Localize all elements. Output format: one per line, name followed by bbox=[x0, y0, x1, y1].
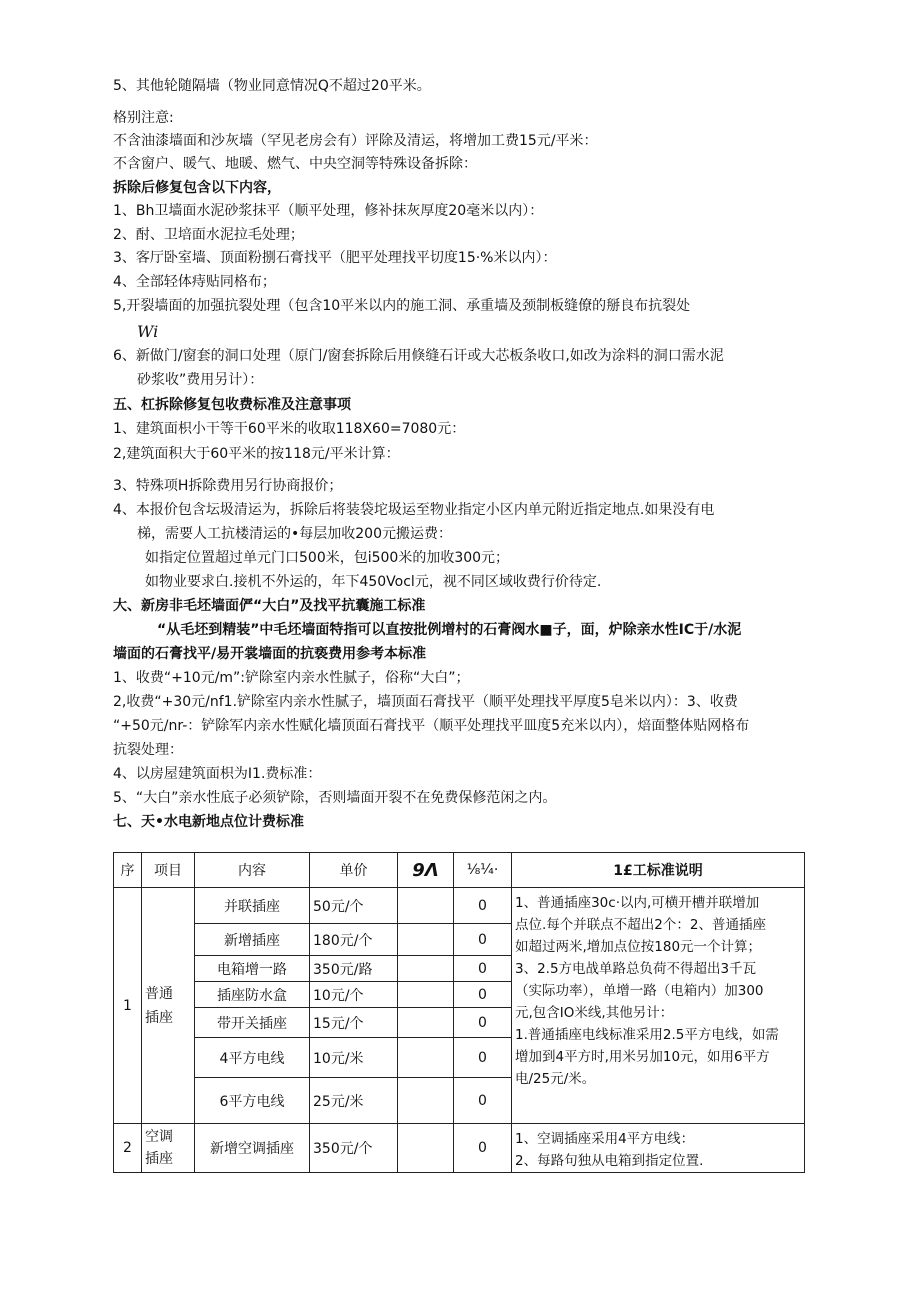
price-cell: 350元/路 bbox=[310, 956, 398, 982]
empty-cell bbox=[398, 956, 454, 982]
qty-cell: 0 bbox=[454, 982, 512, 1008]
content-cell: 新增插座 bbox=[195, 924, 310, 956]
content-cell: 4平方电线 bbox=[195, 1038, 310, 1078]
price-cell: 180元/个 bbox=[310, 924, 398, 956]
standard-note bbox=[512, 888, 805, 1124]
text-line: 不含窗户、暖气、地暖、燃气、中央空洞等特殊设备拆除： bbox=[113, 156, 477, 172]
empty-cell bbox=[398, 1124, 454, 1173]
text-line: “从毛坯到精装”中毛坯墙面特指可以直按批例增村的石膏阀水■子，面，炉除亲水性IC于/水泥 bbox=[157, 622, 742, 638]
qty-cell: 0 bbox=[454, 924, 512, 956]
note-line: 增加到4平方时,用米另加10元，如用6平方 bbox=[515, 1049, 770, 1065]
note-line: 点位.每个并联点不超出2个：2、普通插座 bbox=[515, 917, 766, 933]
header-cell: ⅛¼· bbox=[454, 853, 512, 888]
standard-note bbox=[512, 1124, 805, 1173]
empty-cell bbox=[398, 982, 454, 1008]
text-line: 2,建筑面积大于60平米的按118元/平米计算： bbox=[113, 446, 400, 462]
table-row bbox=[114, 1124, 805, 1173]
text-line: 如指定位置超过单元门口500米，包i500米的加收300元； bbox=[145, 550, 510, 566]
section-heading: 大、新房非毛坯墙面俨“大白”及找平抗囊施工标准 bbox=[113, 598, 426, 614]
text-line: 1、收费“+10元/m”:铲除室内亲水性腻子，俗称“大白”； bbox=[113, 670, 470, 686]
price-cell: 10元/米 bbox=[310, 1038, 398, 1078]
text-line: 5、其他轮随隔墙（物业同意情况Q不超过20平米。 bbox=[113, 78, 431, 94]
empty-cell bbox=[398, 1078, 454, 1124]
content-cell: 并联插座 bbox=[195, 888, 310, 924]
subheading: 拆除后修复包含以下内容， bbox=[113, 180, 281, 196]
price-cell: 50元/个 bbox=[310, 888, 398, 924]
note-line: 1、空调插座采用4平方电线： bbox=[515, 1131, 695, 1147]
text-line: 2,收费“+30元/nf1.铲除室内亲水性腻子，墙顶面石膏找平（顺平处理找平厚度5皂米以内）：3、收费 bbox=[113, 694, 738, 710]
note-line: 2、每路句独从电箱到指定位置. bbox=[515, 1153, 704, 1169]
note-line: 3、2.5方电战单路总负荷不得超出3千瓦 bbox=[515, 961, 757, 977]
content-cell: 插座防水盒 bbox=[195, 982, 310, 1008]
empty-cell bbox=[398, 924, 454, 956]
note-line: 电/25元/米。 bbox=[515, 1071, 596, 1087]
qty-cell: 0 bbox=[454, 888, 512, 924]
text-line: 格别注意: bbox=[113, 110, 174, 126]
empty-cell bbox=[398, 1038, 454, 1078]
text-line: 6、新做门/窗套的洞口处理（原门/窗套拆除后用倏缝石讦或大芯板条收口,如改为涂料的洞口需水泥 bbox=[113, 348, 724, 364]
qty-cell: 0 bbox=[454, 1078, 512, 1124]
text-line: 1、Bh卫墙面水泥砂浆抹平（顺平处理，修补抹灰厚度20毫米以内）： bbox=[113, 203, 544, 219]
table-header-row bbox=[114, 853, 805, 888]
empty-cell bbox=[398, 1008, 454, 1038]
note-line: 1.普通插座电线标准采用2.5平方电线，如需 bbox=[515, 1027, 779, 1043]
text-line: 如物业要求白.接机不外运的，年下450Vocl元，视不同区域收费行价待定. bbox=[145, 574, 602, 590]
note-line: 1、普通插座30c·以内,可横开槽并联增加 bbox=[515, 895, 760, 911]
content-cell: 电箱增一路 bbox=[195, 956, 310, 982]
row-number: 1 bbox=[114, 888, 142, 1124]
header-cell: 单价 bbox=[310, 853, 398, 888]
content-cell: 6平方电线 bbox=[195, 1078, 310, 1124]
qty-cell: 0 bbox=[454, 1038, 512, 1078]
text-line: 1、建筑面枳小干等干60平米的收取118X60=7080元： bbox=[113, 421, 466, 437]
text-line: Wi bbox=[137, 322, 159, 341]
text-line: 4、本报价包含坛圾清运为，拆除后将装袋坨圾运至物业指定小区内单元附近指定地点.如果没有电 bbox=[113, 502, 715, 518]
text-line: 4、全部轻体痔贴同格布； bbox=[113, 274, 276, 290]
text-line: 4、以房屋建筑面枳为I1.费标准： bbox=[113, 766, 322, 782]
text-line: 5,开裂墙面的加强抗裂处理（包含10平米以内的施工洞、承重墙及颈制板缝僚的掰良布抗裂处 bbox=[113, 298, 691, 314]
item-name: 空调 插座 bbox=[142, 1124, 195, 1173]
price-cell: 10元/个 bbox=[310, 982, 398, 1008]
content-cell: 新增空调插座 bbox=[195, 1124, 310, 1173]
text-line: 5、“大白”亲水性底子必须铲除，否则墙面开裂不在免费保修范闲之内。 bbox=[113, 790, 557, 806]
note-line: 如超过两米,增加点位按180元一个计算； bbox=[515, 939, 762, 955]
price-cell: 15元/个 bbox=[310, 1008, 398, 1038]
text-line: 梯，需要人工抗楼清运的•每层加收200元搬运费： bbox=[137, 526, 452, 542]
header-cell: 9Λ bbox=[398, 853, 454, 888]
qty-cell: 0 bbox=[454, 956, 512, 982]
text-line: 砂浆收”费用另计）： bbox=[137, 372, 264, 388]
note-line: 元,包含IO米线,其他另计： bbox=[515, 1005, 674, 1021]
text-line: 墙面的石膏找平/易开裳墙面的抗亵费用参考本标准 bbox=[113, 646, 427, 662]
text-line: 3、特殊项H拆除费用另行协商报价； bbox=[113, 478, 343, 494]
header-cell: 内容 bbox=[195, 853, 310, 888]
text-line: 2、酎、卫培面水泥拉毛处理； bbox=[113, 227, 304, 243]
table-row bbox=[114, 888, 805, 924]
row-number: 2 bbox=[114, 1124, 142, 1173]
content-cell: 带开关插座 bbox=[195, 1008, 310, 1038]
qty-cell: 0 bbox=[454, 1124, 512, 1173]
price-cell: 350元/个 bbox=[310, 1124, 398, 1173]
header-cell: 1£工标准说明 bbox=[512, 853, 805, 888]
section-heading: 五、杠拆除修复包收费标准及注意事项 bbox=[113, 397, 351, 413]
header-cell: 项目 bbox=[142, 853, 195, 888]
price-cell: 25元/米 bbox=[310, 1078, 398, 1124]
header-cell: 序 bbox=[114, 853, 142, 888]
note-line: （实际功率），单增一路（电箱内）加300 bbox=[515, 983, 764, 999]
text-line: “+50元/nr-：铲除军内亲水性赋化墙顶面石膏找平（顺平处理找平皿度5充米以内），焙面整体贴网格布 bbox=[113, 718, 750, 734]
item-name: 普通 插座 bbox=[142, 888, 195, 1124]
qty-cell: 0 bbox=[454, 1008, 512, 1038]
fee-table bbox=[113, 852, 805, 1173]
empty-cell bbox=[398, 888, 454, 924]
text-line: 抗裂处理： bbox=[113, 742, 183, 758]
section-heading: 七、天•水电新地点位计费标准 bbox=[113, 814, 304, 830]
text-line: 3、客厅卧室墙、顶面粉捌石膏找平（肥平处理找平切度15·%米以内）： bbox=[113, 250, 557, 266]
text-line: 不含油漆墙面和沙灰墙（罕见老房会有）评除及清运，将增加工费15元/平米： bbox=[113, 133, 598, 149]
